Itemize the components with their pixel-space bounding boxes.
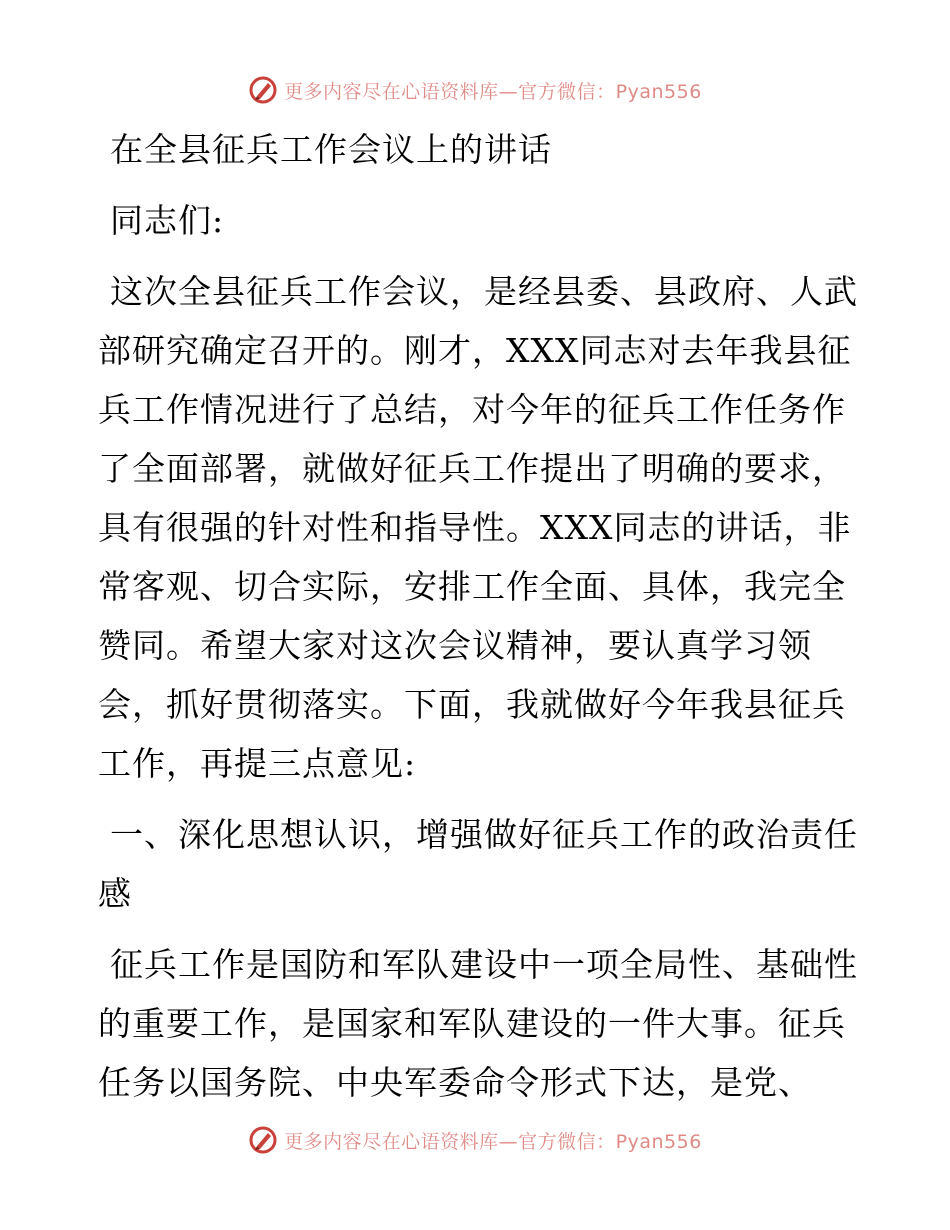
document-body	[98, 120, 858, 1112]
document-title: 在全县征兵工作会议上的讲话	[110, 130, 552, 169]
greeting-line: 同志们:	[110, 201, 225, 240]
header-watermark-banner	[0, 70, 950, 110]
pen-logo-icon	[248, 75, 278, 105]
section-heading-1	[98, 805, 858, 923]
paragraph-intro	[98, 262, 858, 793]
paragraph-section-1-text: 征兵工作是国防和军队建设中一项全局性、基础性的重要工作，是国家和军队建设的一件大事。征兵任务以国务院、中央军委命令形式下达，是党、	[98, 945, 858, 1102]
watermark-text: 更多内容尽在心语资料库—官方微信：Pyan556	[284, 80, 702, 103]
section-heading-1-text: 一、深化思想认识，增强做好征兵工作的政治责任感	[98, 815, 858, 913]
paragraph-intro-text: 这次全县征兵工作会议，是经县委、县政府、人武部研究确定召开的。刚才，XXX同志对去年我县征兵工作情况进行了总结，对今年的征兵工作任务作了全面部署，就做好征兵工作提出了明确的要求，具有很强的针对性和指导性。XXX同志的讲话，非常客观、切合实际，安排工作全面、具体，我完全赞同。希望大家对这次会议精神，要认真学习领会，抓好贯彻落实。下面，我就做好今年我县征兵工作，再提三点意见:	[98, 272, 858, 783]
pen-logo-icon	[248, 1125, 278, 1155]
footer-watermark-banner	[0, 1120, 950, 1160]
paragraph-section-1	[98, 935, 858, 1112]
watermark-text: 更多内容尽在心语资料库—官方微信：Pyan556	[284, 1130, 702, 1153]
